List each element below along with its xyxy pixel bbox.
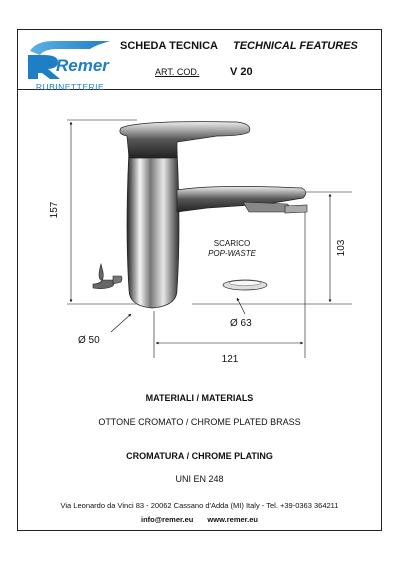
dim-total-height: 157 <box>49 201 60 219</box>
waste-label-english: POP-WASTE <box>208 249 256 258</box>
plating-value: UNI EN 248 <box>175 474 224 484</box>
dimension-lines <box>67 120 352 358</box>
materials-value: OTTONE CROMATO / CHROME PLATED BRASS <box>98 417 301 427</box>
logo-text: Remer <box>56 56 109 75</box>
footer-address: Via Leonardo da Vinci 83 - 20062 Cassano d'Adda (MI) Italy - Tel. +39-0363 364211 <box>60 501 339 510</box>
dim-spout-height: 103 <box>336 239 347 257</box>
footer-email-link[interactable]: info@remer.eu <box>141 515 194 524</box>
brand-subtitle: RUBINETTERIE <box>35 82 105 92</box>
art-code-value: V 20 <box>230 66 253 78</box>
plating-heading: CROMATURA / CHROME PLATING <box>126 451 273 461</box>
waste-label-italian: SCARICO <box>213 239 251 248</box>
dim-waste-diameter: Ø 63 <box>230 318 252 329</box>
faucet-illustration <box>93 122 307 308</box>
pop-waste-illustration <box>223 280 267 290</box>
title-italian: SCHEDA TECNICA <box>120 40 218 52</box>
footer-contacts <box>17 515 382 524</box>
art-code-label: ART. COD. <box>155 67 200 77</box>
footer-website-link[interactable]: www.remer.eu <box>207 515 258 524</box>
technical-drawing <box>17 100 382 375</box>
dim-base-diameter: Ø 50 <box>78 335 100 346</box>
title-english: TECHNICAL FEATURES <box>233 40 358 52</box>
materials-heading: MATERIALI / MATERIALS <box>145 393 254 403</box>
dim-reach: 121 <box>221 354 239 365</box>
